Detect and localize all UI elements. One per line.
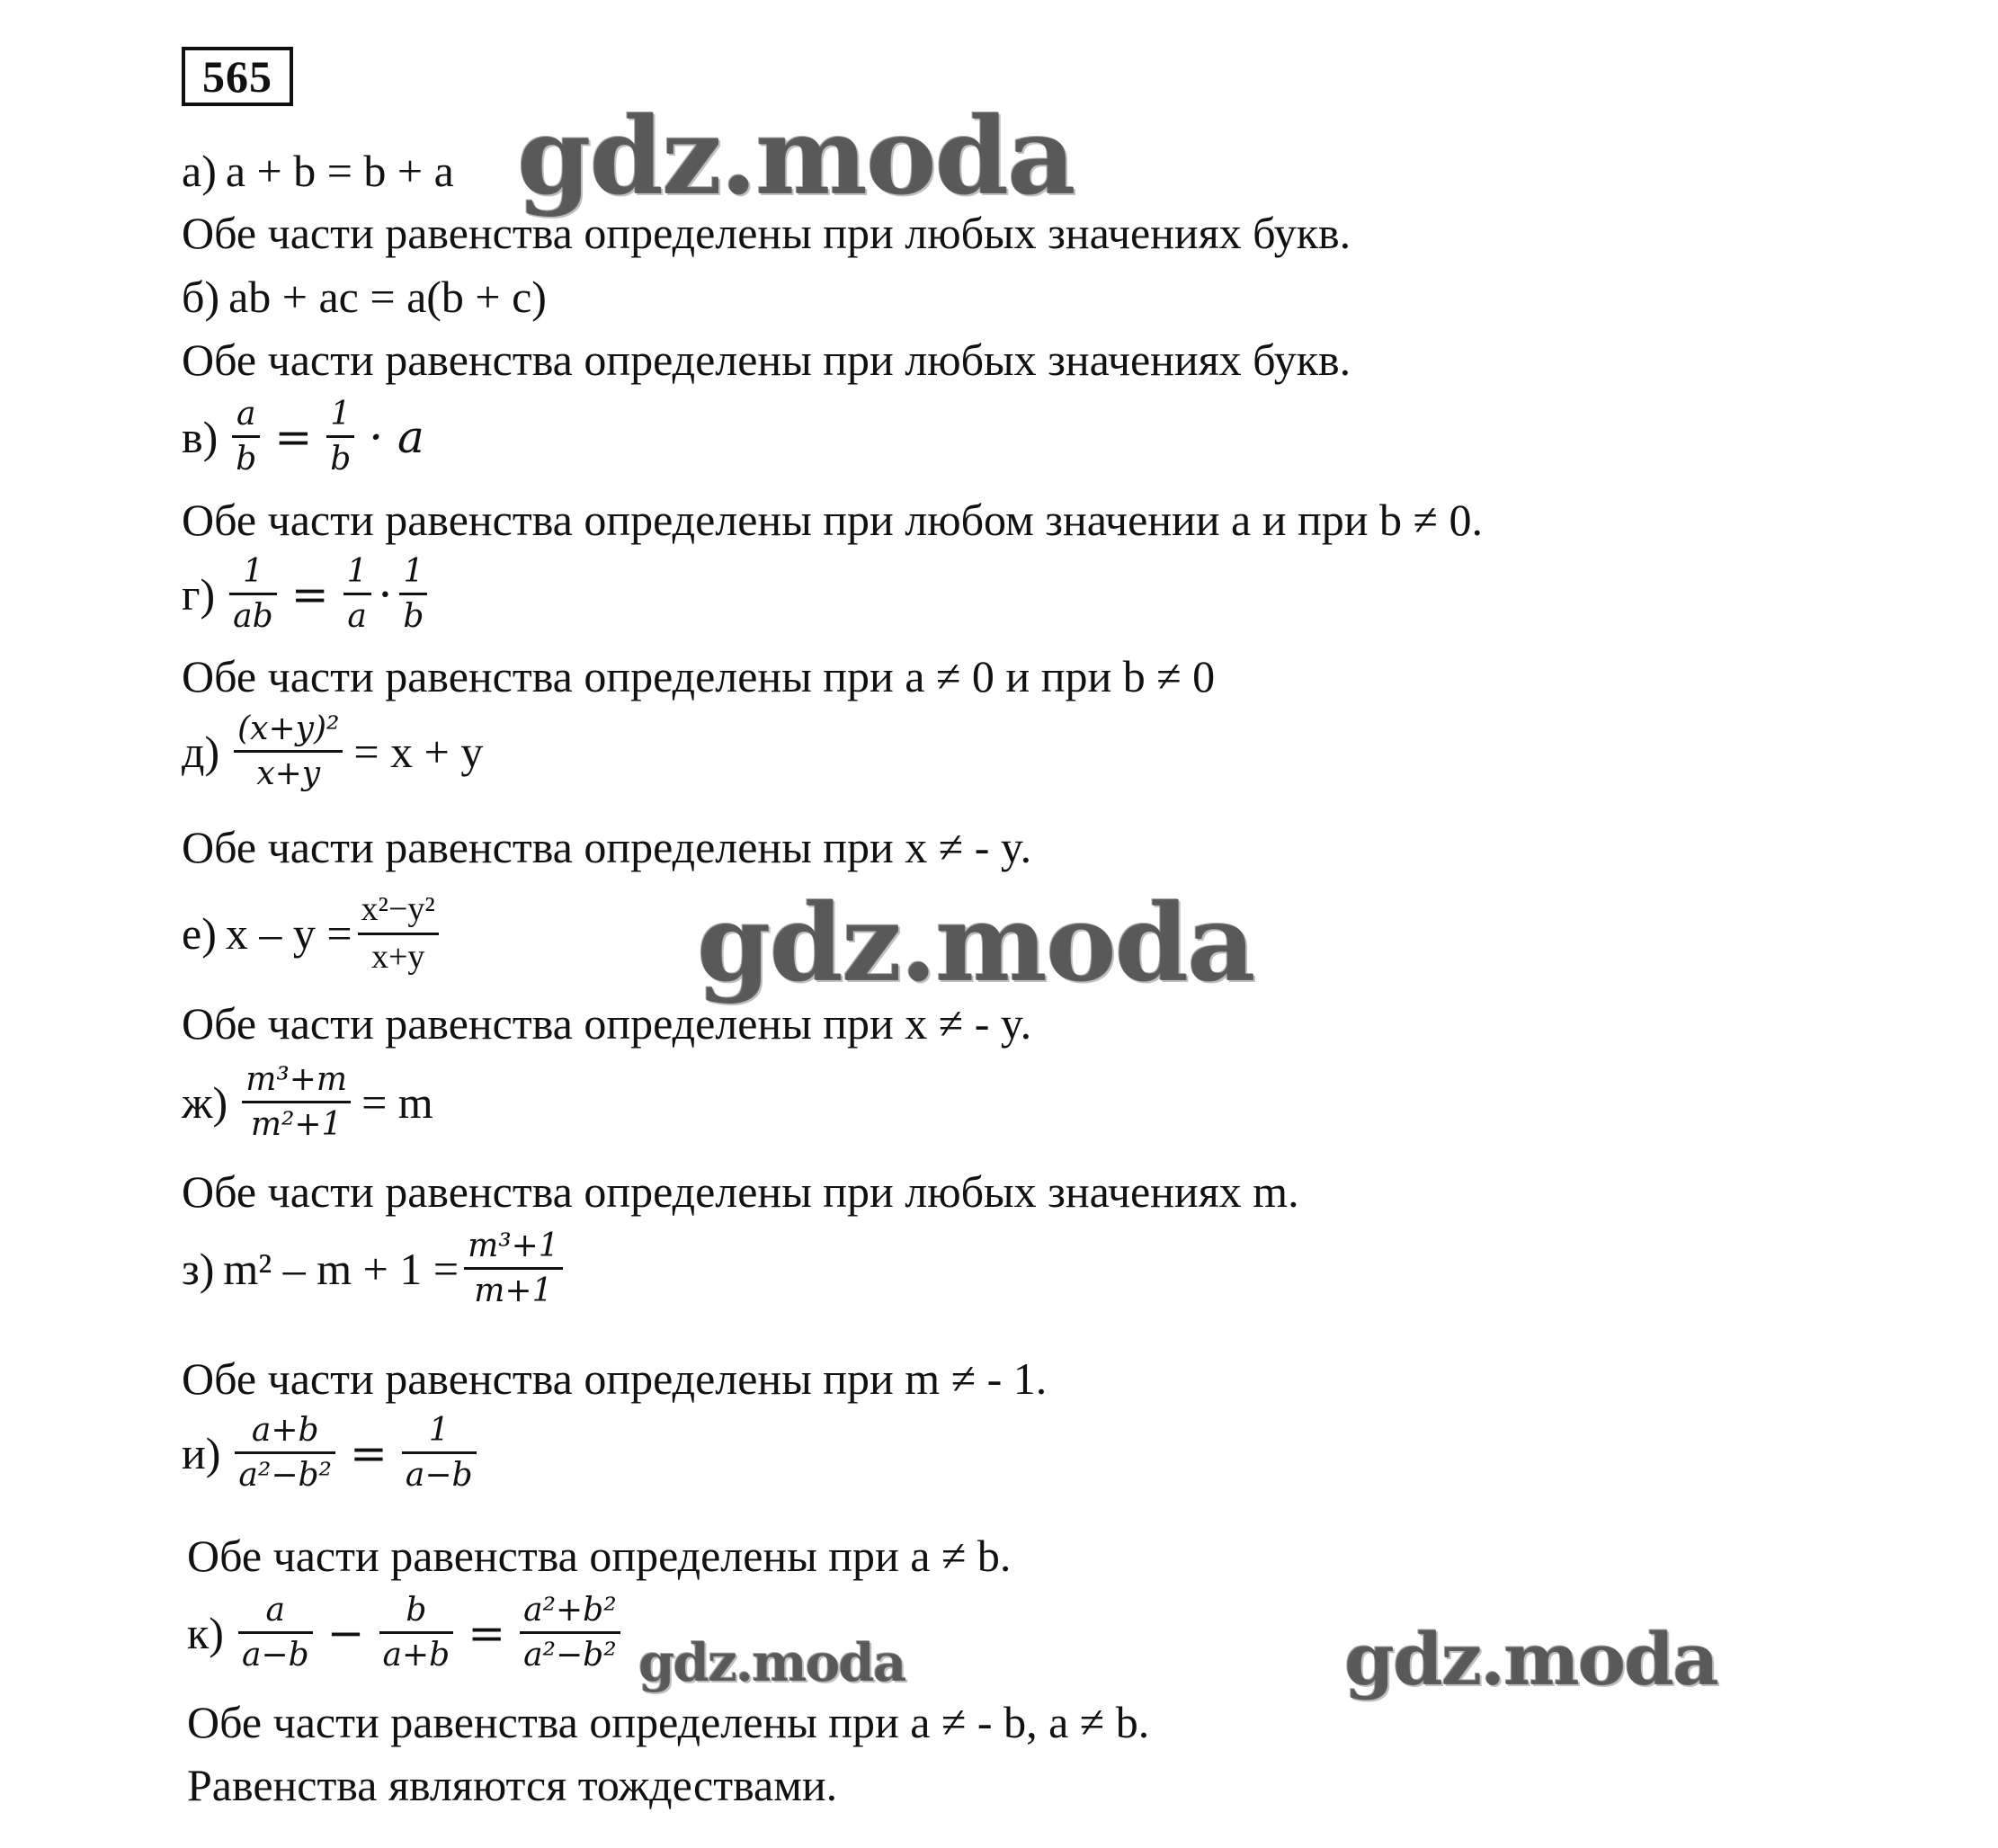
item-d-equation: д) $\frac{\text{(x+y)²}}{x+y}$ = x + y (182, 710, 484, 793)
item-a-note: Обе части равенства определены при любых значениях букв. (182, 208, 1351, 258)
conclusion: Равенства являются тождествами. (187, 1760, 838, 1810)
item-i-label: и) (182, 1427, 221, 1478)
watermark: gdz.moda (697, 880, 1254, 1005)
item-g-fraction-1: $\frac{1}{ab}$ (229, 553, 277, 636)
item-k-label: к) (187, 1607, 224, 1658)
item-z-note: Обе части равенства определены при m ≠ - 1. (182, 1353, 1048, 1404)
watermark: gdz.moda (1344, 1617, 1717, 1701)
item-a-expression: a + b = b + a (225, 146, 454, 196)
item-zh-fraction: $\frac{\text{m³+m}}{\text{m²+1}}$ (242, 1061, 351, 1144)
watermark: gdz.moda (517, 94, 1075, 219)
item-z-label: з) (182, 1243, 215, 1294)
item-e-equation: е) x – y = $\frac{\text{x²−y²}}{x+y}$ (182, 890, 444, 977)
item-g-label: г) (182, 568, 216, 620)
item-b-label: б) (182, 272, 220, 322)
watermark: gdz.moda (638, 1632, 905, 1693)
item-d-fraction: $\frac{\text{(x+y)²}}{x+y}$ (234, 710, 343, 793)
item-g-equation: г) $\frac{1}{ab}$ = $\frac{1}{a}$ · $\frac{1}{b}$ (182, 553, 433, 636)
item-e-label: е) (182, 908, 217, 960)
item-b-note: Обе части равенства определены при любых значениях букв. (182, 335, 1351, 385)
item-d-note: Обе части равенства определены при x ≠ - y. (182, 822, 1032, 872)
item-v-equation: в) $\frac{a}{b}$ = $\frac{1}{b}$ · a (182, 396, 424, 478)
item-v-note: Обе части равенства определены при любом значении a и при b ≠ 0. (182, 495, 1483, 545)
item-k-fraction-1: $\frac{a}{a-b}$ (238, 1592, 313, 1674)
item-g-fraction-3: $\frac{1}{b}$ (399, 553, 427, 636)
item-g-note: Обе части равенства определены при a ≠ 0 и при b ≠ 0 (182, 651, 1216, 701)
item-k-note: Обе части равенства определены при a ≠ - b, a ≠ b. (187, 1697, 1150, 1747)
item-e-fraction: $\frac{\text{x²−y²}}{x+y}$ (358, 890, 439, 977)
item-k-fraction-3: $\frac{\text{a²+b²}}{\text{a²−b²}}$ (520, 1592, 620, 1674)
item-i-fraction-2: $\frac{1}{a-b}$ (402, 1412, 477, 1495)
problem-number: 565 (182, 47, 293, 106)
item-k-fraction-2: $\frac{b}{a+b}$ (379, 1592, 454, 1674)
item-zh-label: ж) (182, 1076, 228, 1128)
item-i-equation: и) $\frac{a+b}{\text{a²−b²}}$ = $\frac{1}{a-b}$ (182, 1412, 482, 1495)
item-v-label: в) (182, 411, 219, 462)
item-e-note: Обе части равенства определены при x ≠ - y. (182, 998, 1032, 1049)
item-v-fraction-1: $\frac{a}{b}$ (232, 396, 260, 478)
item-i-fraction-1: $\frac{a+b}{\text{a²−b²}}$ (235, 1412, 335, 1495)
item-zh-equation: ж) $\frac{\text{m³+m}}{\text{m²+1}}$ = m (182, 1061, 433, 1144)
item-i-note: Обе части равенства определены при a ≠ b. (187, 1531, 1012, 1581)
item-z-fraction: $\frac{\text{m³+1}}{m+1}$ (464, 1228, 563, 1310)
item-g-fraction-2: $\frac{1}{a}$ (343, 553, 371, 636)
item-k-equation: к) $\frac{a}{a-b}$ − $\frac{b}{a+b}$ = $\frac{\text{a²+b²}}{\text{a²−b²}}$ (187, 1592, 626, 1674)
item-b-expression: ab + ac = a(b + c) (228, 272, 547, 322)
item-b-equation (182, 272, 547, 322)
item-zh-note: Обе части равенства определены при любых значениях m. (182, 1166, 1299, 1217)
item-a-label: а) (182, 146, 217, 196)
item-z-equation: з) m² – m + 1 = $\frac{\text{m³+1}}{m+1}$ (182, 1228, 568, 1310)
item-d-label: д) (182, 726, 220, 777)
item-v-fraction-2: $\frac{1}{b}$ (326, 396, 354, 478)
item-a-equation (182, 146, 454, 196)
